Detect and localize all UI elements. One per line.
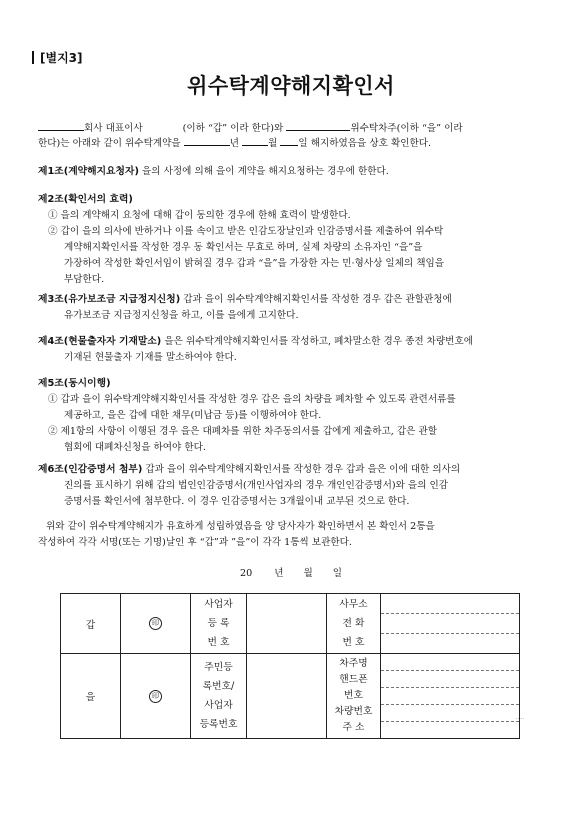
article-2-item-2-cont-1: 계약해지확인서를 작성한 경우 동 확인서는 무효로 하며, 실제 차량의 소유자인 “을”을 — [64, 242, 423, 253]
article-5-item-2: ② 제1항의 사항이 이행된 경우 을은 대폐차를 위한 차주동의서를 갑에게 제출하고, 갑은 관할 — [48, 426, 437, 437]
closing-line-1: 위와 같이 위수탁계약해지가 유효하게 성립하였음을 양 당사자가 확인하면서 본 확인서 2통을 — [46, 521, 435, 532]
article-5 — [38, 376, 548, 456]
article-2-item-2: ② 갑이 을의 의사에 반하거나 이를 속이고 받은 인감도장날인과 인감증명서를 제출하여 위수탁 — [48, 226, 444, 237]
party-b-mobile-field[interactable] — [381, 671, 519, 688]
party-b-mobile-number-field[interactable] — [381, 688, 519, 705]
date-line — [0, 566, 582, 582]
article-6-line-2: 진의를 표시하기 위해 갑의 법인인감증명서(개인사업자의 경우 개인인감증명서)와 을의 인감 — [64, 480, 449, 491]
party-b-right-labels — [327, 654, 381, 739]
party-b-seal-cell[interactable] — [121, 654, 191, 739]
intro-month-label: 월 — [268, 138, 278, 149]
intro-year-label: 년 — [229, 138, 239, 149]
article-5-item-1-cont: 제공하고, 을은 갑에 대한 채무(미납금 등)를 이행하여야 한다. — [64, 410, 322, 421]
article-6-line-3: 증명서를 확인서에 첨부한다. 이 경우 인감증명서는 3개월이내 교부된 것으로 한다. — [64, 496, 410, 507]
article-2-heading: 제2조(확인서의 효력) — [38, 194, 133, 205]
article-5-heading: 제5조(동시이행) — [38, 378, 111, 389]
party-a-field-line-1: 사업자 — [204, 599, 233, 610]
party-b-id-number-field[interactable] — [247, 654, 327, 739]
article-2-item-1: ① 을의 계약해지 요청에 대해 갑이 동의한 경우에 한해 효력이 발생한다. — [48, 210, 351, 221]
party-b-field-line-3: 사업자 — [204, 700, 233, 711]
intro-line-2 — [38, 136, 431, 152]
article-4-heading: 제4조(현물출자자 기재말소) — [38, 336, 162, 347]
article-6-line-1: 갑과 을이 위수탁계약해지확인서를 작성한 경우 갑과 을은 이에 대한 의사의 — [142, 464, 461, 475]
intro-text-d: 한다)는 아래와 같이 위수탁계약을 — [38, 138, 181, 149]
party-b-number-label: 번호 — [344, 690, 363, 701]
footer-mark: ..... — [516, 715, 524, 721]
party-b-field-label — [191, 654, 247, 739]
party-a-phone-field[interactable] — [381, 614, 519, 634]
year-blank — [184, 136, 230, 146]
intro-line-1 — [38, 121, 463, 137]
party-a-seal-cell[interactable] — [121, 594, 191, 654]
party-a-right-labels — [327, 594, 381, 654]
article-5-item-2-cont: 협회에 대폐차신청을 하여야 한다. — [64, 442, 206, 453]
party-b-field-line-1: 주민등 — [204, 662, 233, 673]
article-1-text: 을의 사정에 의해 을이 계약을 해지요청하는 경우에 한한다. — [138, 166, 389, 177]
article-2 — [38, 192, 548, 288]
month-blank — [242, 136, 268, 146]
article-1-heading: 제1조(계약해지요청자) — [38, 166, 139, 177]
party-b-owner-field[interactable] — [381, 654, 519, 671]
party-b-right-values[interactable] — [381, 654, 520, 739]
article-3-heading: 제3조(유가보조금 지급정지신청) — [38, 294, 181, 305]
intro-text-c: 위수탁차주(이하 “을” 이라 — [350, 123, 463, 134]
party-b-address-field[interactable] — [381, 722, 519, 738]
article-2-item-2-cont-2: 가장하여 작성한 확인서임이 밝혀질 경우 갑과 “을”을 가장한 자는 민·형사상 일체의 책임을 — [64, 258, 445, 269]
date-month-label: 월 — [303, 568, 313, 579]
party-a-business-number-field[interactable] — [247, 594, 327, 654]
seal-icon: 印 — [149, 690, 162, 703]
date-day-label: 일 — [332, 568, 343, 579]
party-a-office-field[interactable] — [381, 594, 519, 614]
closing-line-2: 작성하여 각각 서명(또는 기명)날인 후 “갑”과 ”을”이 각각 1통씩 보관한다. — [38, 537, 352, 548]
article-6-heading: 제6조(인감증명서 첨부) — [38, 464, 143, 475]
article-3-line-2: 유가보조금 지급정지신청을 하고, 이를 을에게 고지한다. — [64, 310, 299, 321]
party-b-mobile-label: 핸드폰 — [339, 674, 368, 685]
article-4-line-1: 을은 위수탁계약해지확인서를 작성하고, 폐차말소한 경우 종전 차량번호에 — [161, 336, 473, 347]
date-year-label: 년 — [274, 568, 284, 579]
article-5-item-1: ① 갑과 을이 위수탁계약해지확인서를 작성한 경우 갑은 을의 차량을 폐차할 수 있도록 관련서류를 — [48, 394, 456, 405]
trustee-name-blank — [286, 121, 350, 131]
party-a-label: 갑 — [61, 594, 121, 654]
date-century: 20 — [239, 568, 253, 579]
seal-icon: 印 — [149, 617, 162, 630]
party-b-address-label: 주 소 — [342, 722, 365, 733]
party-b-row — [61, 654, 520, 739]
party-a-field-label — [191, 594, 247, 654]
intro-text-a: 회사 대표이사 — [84, 123, 143, 134]
signature-table — [60, 593, 520, 739]
form-tag — [32, 49, 83, 66]
day-blank — [280, 136, 298, 146]
document-title: 위수탁계약해지확인서 — [187, 74, 395, 98]
party-a-phone-label: 전 화 — [342, 618, 365, 629]
intro-text-e: 일 해지하였음을 상호 확인한다. — [298, 138, 432, 149]
party-b-vehicle-number-field[interactable] — [381, 705, 519, 722]
article-4-line-2: 기재된 현물출자 기재를 말소하여야 한다. — [64, 352, 237, 363]
article-1 — [38, 164, 548, 180]
form-tag-bar — [32, 51, 34, 64]
article-3-line-1: 갑과 을이 위수탁계약해지확인서를 작성한 경우 갑은 관할관청에 — [180, 294, 452, 305]
party-b-field-line-4: 등록번호 — [199, 719, 238, 730]
party-a-right-values[interactable] — [381, 594, 520, 654]
closing-statement — [38, 519, 548, 551]
party-b-field-line-2: 록번호/ — [202, 681, 235, 692]
company-name-blank — [38, 121, 84, 131]
intro-text-b: (이하 “갑” 이라 한다)와 — [182, 123, 284, 134]
party-a-number-label: 번 호 — [342, 637, 365, 648]
party-a-office-label: 사무소 — [339, 599, 368, 610]
party-a-phone-number-field[interactable] — [381, 634, 519, 653]
party-a-field-line-2: 등 록 — [207, 618, 230, 629]
article-6 — [38, 462, 548, 510]
form-tag-text: [별지3] — [40, 51, 83, 65]
article-4 — [38, 334, 548, 366]
party-b-vehicle-number-label: 차량번호 — [334, 706, 373, 717]
article-3 — [38, 292, 548, 324]
party-a-field-line-3: 번 호 — [207, 637, 230, 648]
party-a-row — [61, 594, 520, 654]
party-b-owner-label: 차주명 — [339, 658, 368, 669]
party-b-label: 을 — [61, 654, 121, 739]
article-2-item-2-cont-3: 부담한다. — [64, 274, 105, 285]
